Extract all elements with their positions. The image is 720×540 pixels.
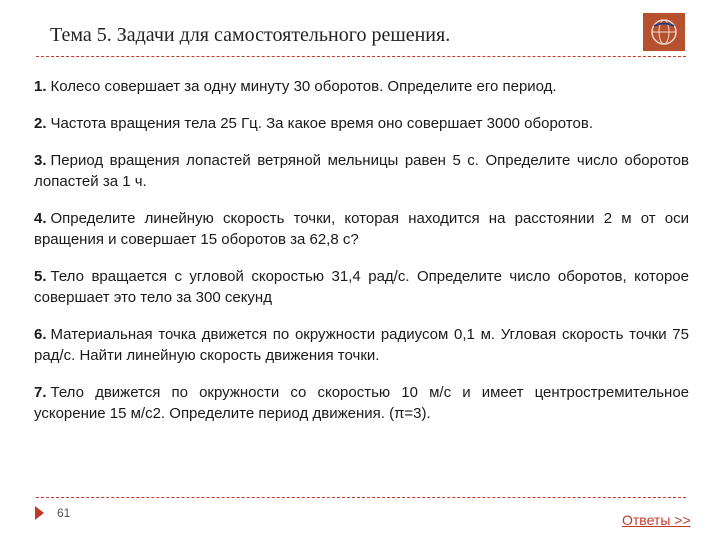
problem-item xyxy=(34,266,689,308)
slide-title: Тема 5. Задачи для самостоятельного решения. xyxy=(50,24,451,46)
globe-logo-icon xyxy=(643,13,685,51)
problem-number: 7. xyxy=(34,384,47,401)
problem-number: 1. xyxy=(34,78,47,95)
problem-number: 3. xyxy=(34,152,47,169)
problem-text: Материальная точка движется по окружности радиусом 0,1 м. Угловая скорость точки 75 рад/с. Найти линейную скорость движения точки. xyxy=(34,326,689,364)
problem-number: 5. xyxy=(34,268,47,285)
header-divider xyxy=(36,56,686,57)
problem-item xyxy=(34,208,689,250)
arrow-right-icon xyxy=(35,506,44,520)
problem-number: 2. xyxy=(34,115,47,132)
problem-list xyxy=(34,76,689,440)
footer-divider xyxy=(36,497,686,498)
problem-item xyxy=(34,324,689,366)
problem-text: Тело движется по окружности со скоростью 10 м/с и имеет центростремительное ускорение 15 м/с2. Определите период движения. (π=3). xyxy=(34,384,689,422)
problem-item xyxy=(34,382,689,424)
answers-link[interactable]: Ответы >> xyxy=(622,512,691,528)
problem-text: Тело вращается с угловой скоростью 31,4 рад/с. Определите число оборотов, которое совершает это тело за 300 секунд xyxy=(34,268,689,306)
problem-text: Определите линейную скорость точки, которая находится на расстоянии 2 м от оси вращения и совершает 15 оборотов за 62,8 с? xyxy=(34,210,689,248)
problem-text: Период вращения лопастей ветряной мельницы равен 5 с. Определите число оборотов лопастей за 1 ч. xyxy=(34,152,689,190)
problem-item xyxy=(34,113,689,134)
problem-item xyxy=(34,150,689,192)
problem-text: Частота вращения тела 25 Гц. За какое время оно совершает 3000 оборотов. xyxy=(50,115,593,132)
problem-text: Колесо совершает за одну минуту 30 оборотов. Определите его период. xyxy=(50,78,557,95)
problem-item xyxy=(34,76,689,97)
problem-number: 6. xyxy=(34,326,47,343)
page-number: 61 xyxy=(57,506,71,520)
problem-number: 4. xyxy=(34,210,47,227)
